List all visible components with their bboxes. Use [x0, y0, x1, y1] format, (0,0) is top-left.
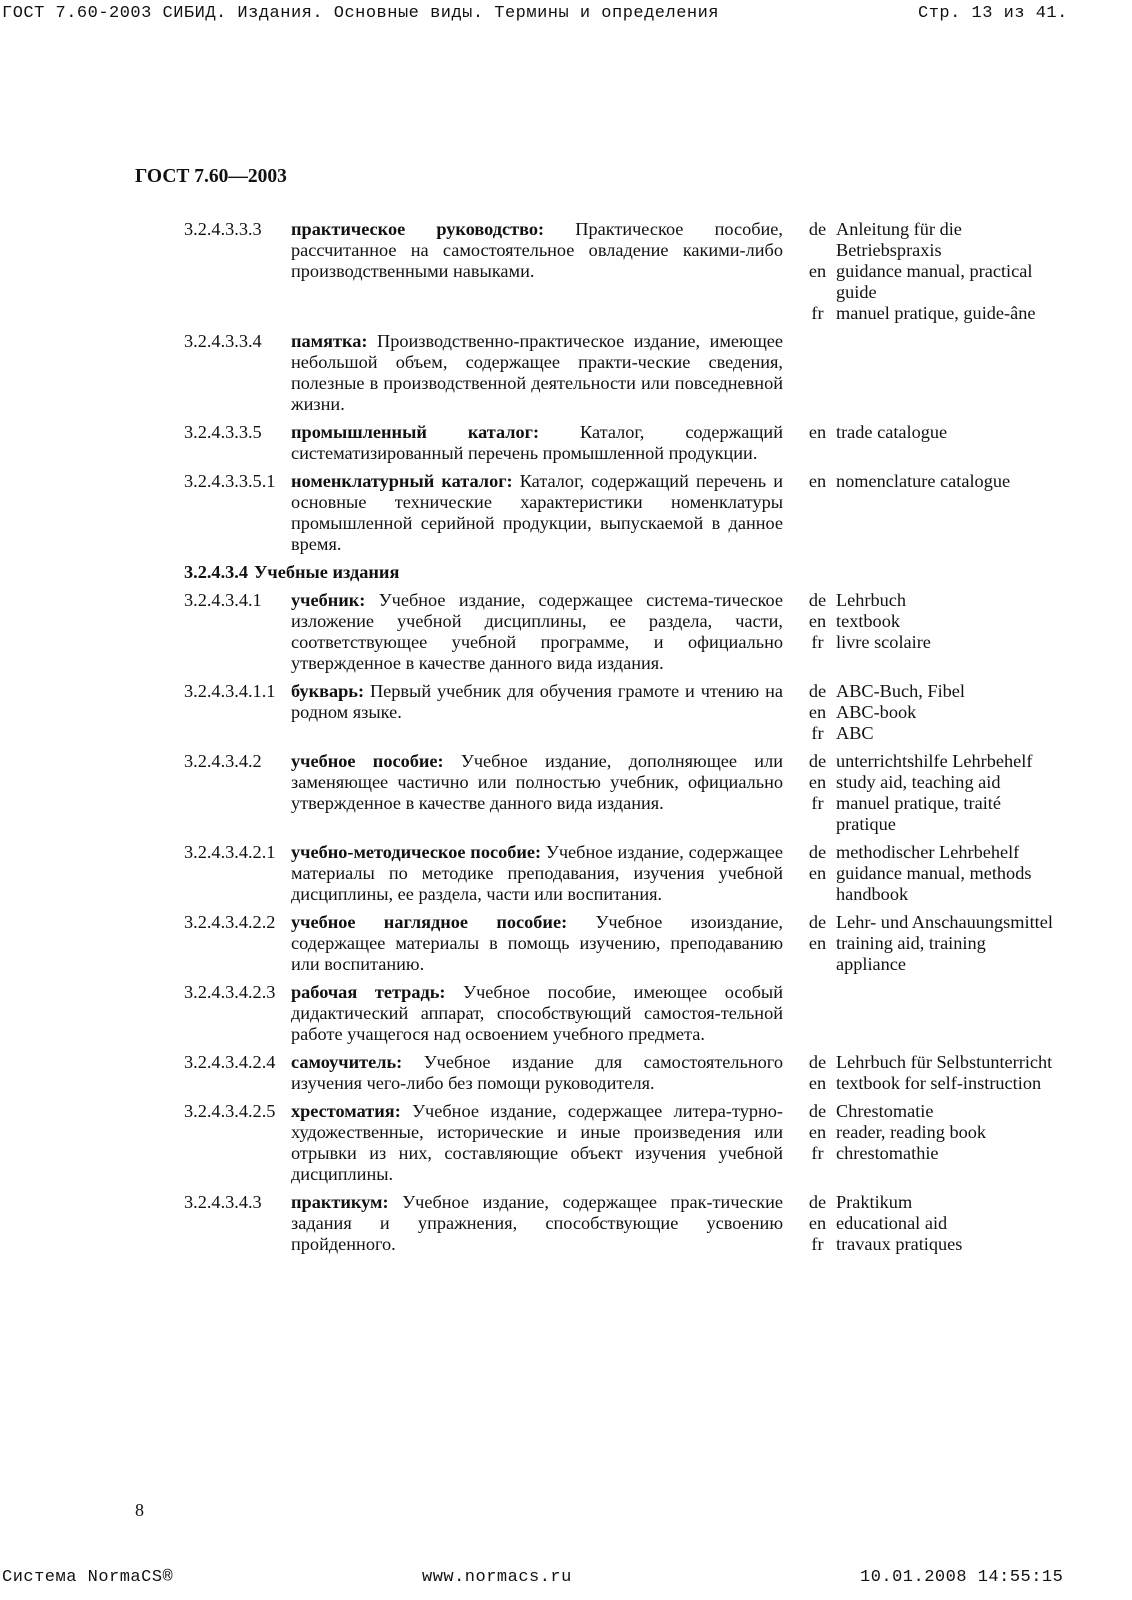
term-entry	[184, 982, 1084, 1045]
translation-term: trade catalogue	[836, 422, 948, 442]
language-code: en	[808, 1213, 827, 1233]
entry-translations	[799, 751, 1059, 835]
term-entry	[184, 1101, 1084, 1185]
translation-term: guidance manual, practical guide	[836, 261, 1033, 302]
language-code: de	[808, 681, 827, 701]
translation-term: chrestomathie	[836, 1143, 939, 1163]
translation-term: textbook	[836, 611, 900, 631]
entry-definition-text: Каталог, содержащий перечень и основные технические характеристики номенклатуры промышленной серийной продукции, выпускаемой в данное время.	[291, 471, 783, 554]
translation-row	[799, 471, 1059, 492]
section-heading	[184, 562, 1084, 583]
translation-term: reader, reading book	[836, 1122, 987, 1142]
language-code: fr	[811, 303, 824, 323]
entry-term: учебник:	[291, 590, 366, 610]
entry-definition-text: Учебное издание, содержащее прак-тические задания и упражнения, способствующие усвоению пройденного.	[291, 1192, 783, 1254]
entry-number: 3.2.4.3.3.5.1	[184, 471, 276, 491]
entry-term: номенклатурный каталог:	[291, 471, 513, 491]
entry-translations	[799, 681, 1059, 744]
entry-definition	[291, 590, 783, 674]
standard-title: ГОСТ 7.60—2003	[135, 166, 287, 187]
running-header-title: ГОСТ 7.60-2003 СИБИД. Издания. Основные виды. Термины и определения	[2, 4, 720, 23]
translation-term: ABC	[836, 723, 874, 743]
term-entry	[184, 912, 1084, 975]
page-number: 8	[135, 1500, 144, 1520]
term-entry	[184, 422, 1084, 464]
entry-number: 3.2.4.3.3.3	[184, 219, 262, 239]
footer-url[interactable]: www.normacs.ru	[422, 1568, 572, 1587]
translation-term: ABC-Buch, Fibel	[836, 681, 965, 701]
translation-row	[799, 611, 1059, 632]
entry-number: 3.2.4.3.4.1.1	[184, 681, 276, 701]
entry-number: 3.2.4.3.4.3	[184, 1192, 262, 1212]
entry-term: хрестоматия:	[291, 1101, 401, 1121]
language-code: fr	[811, 723, 824, 743]
term-entry	[184, 1052, 1084, 1094]
entry-number: 3.2.4.3.4.2.2	[184, 912, 276, 932]
entry-definition	[291, 1101, 783, 1185]
entry-term: практическое руководство:	[291, 219, 545, 239]
translation-row	[799, 1213, 1059, 1234]
section-number: 3.2.4.3.4	[184, 562, 248, 582]
entry-definition	[291, 422, 783, 464]
term-entry	[184, 1192, 1084, 1255]
footer-timestamp: 10.01.2008 14:55:15	[860, 1568, 1064, 1587]
entry-definition-text: Учебное издание, содержащее система-тическое изложение учебной дисциплины, ее раздела, части, соответствующее учебной программе, и официально утвержденное в качестве данного вида издания.	[291, 590, 783, 673]
language-code: fr	[811, 1143, 824, 1163]
term-entry	[184, 331, 1084, 415]
entry-definition-text: Каталог, содержащий систематизированный перечень промышленной продукции.	[291, 422, 783, 463]
translation-term: Lehrbuch für Selbstunterricht	[836, 1052, 1053, 1072]
entry-term: памятка:	[291, 331, 368, 351]
language-code: de	[808, 751, 827, 771]
running-header-page: Стр. 13 из 41.	[918, 4, 1068, 23]
entry-number: 3.2.4.3.4.2.5	[184, 1101, 276, 1121]
language-code: de	[808, 590, 827, 610]
entry-term: самоучитель:	[291, 1052, 403, 1072]
language-code: en	[808, 471, 827, 491]
entry-translations	[799, 982, 1059, 1045]
entry-translations	[799, 842, 1059, 905]
entry-term: рабочая тетрадь:	[291, 982, 446, 1002]
language-code: en	[808, 422, 827, 442]
entry-term: учебно-методическое пособие:	[291, 842, 542, 862]
translation-row	[799, 751, 1059, 772]
term-entry	[184, 471, 1084, 555]
entry-definition	[291, 982, 783, 1045]
entry-translations	[799, 219, 1059, 324]
footer-system: Система NormaCS®	[2, 1568, 174, 1587]
translation-row	[799, 422, 1059, 443]
translation-row	[799, 1122, 1059, 1143]
language-code: en	[808, 933, 827, 953]
entry-term: промышленный каталог:	[291, 422, 540, 442]
entry-definition	[291, 1192, 783, 1255]
entry-number: 3.2.4.3.4.2	[184, 751, 262, 771]
entry-translations	[799, 471, 1059, 555]
translation-term: Anleitung für die Betriebspraxis	[836, 219, 962, 260]
translation-row	[799, 1143, 1059, 1164]
translation-term: Praktikum	[836, 1192, 913, 1212]
entry-translations	[799, 331, 1059, 415]
entry-definition-text: Первый учебник для обучения грамоте и чтению на родном языке.	[291, 681, 783, 722]
language-code: de	[808, 842, 827, 862]
translation-row	[799, 912, 1059, 933]
translation-term: study aid, teaching aid	[836, 772, 1001, 792]
entry-term: букварь:	[291, 681, 365, 701]
language-code: de	[808, 1052, 827, 1072]
translation-row	[799, 1052, 1059, 1073]
translation-row	[799, 702, 1059, 723]
entry-translations	[799, 912, 1059, 975]
entry-definition	[291, 751, 783, 835]
translation-term: educational aid	[836, 1213, 948, 1233]
translation-term: ABC-book	[836, 702, 917, 722]
terms-list	[184, 219, 1084, 1262]
entry-definition-text: Учебное изоиздание, содержащее материалы в помощь изучению, преподаванию или воспитанию.	[291, 912, 783, 974]
translation-row	[799, 863, 1059, 905]
entry-definition	[291, 1052, 783, 1094]
entry-number: 3.2.4.3.4.2.3	[184, 982, 276, 1002]
entry-number: 3.2.4.3.3.4	[184, 331, 262, 351]
translation-term: livre scolaire	[836, 632, 931, 652]
translation-row	[799, 590, 1059, 611]
entry-translations	[799, 590, 1059, 674]
language-code: fr	[811, 793, 824, 813]
translation-term: manuel pratique, guide-âne	[836, 303, 1036, 323]
term-entry	[184, 219, 1084, 324]
term-entry	[184, 842, 1084, 905]
entry-definition	[291, 681, 783, 744]
entry-number: 3.2.4.3.4.1	[184, 590, 262, 610]
language-code: en	[808, 261, 827, 281]
language-code: en	[808, 1122, 827, 1142]
language-code: de	[808, 1101, 827, 1121]
entry-definition	[291, 912, 783, 975]
entry-definition-text: Учебное издание для самостоятельного изучения чего-либо без помощи руководителя.	[291, 1052, 783, 1093]
entry-definition-text: Производственно-практическое издание, имеющее небольшой объем, содержащее практи-ческие сведения, полезные в производственной деятельности или повседневной жизни.	[291, 331, 783, 414]
translation-term: travaux pratiques	[836, 1234, 963, 1254]
translation-row	[799, 1192, 1059, 1213]
translation-term: manuel pratique, traité pratique	[836, 793, 1001, 834]
language-code: de	[808, 219, 827, 239]
translation-term: nomenclature catalogue	[836, 471, 1011, 491]
entry-definition	[291, 842, 783, 905]
entry-definition-text: Учебное издание, содержащее материалы по методике преподавания, изучения учебной дисциплины, ее раздела, части или воспитания.	[291, 842, 783, 904]
entry-number: 3.2.4.3.4.2.1	[184, 842, 276, 862]
translation-row	[799, 1234, 1059, 1255]
translation-term: training aid, training appliance	[836, 933, 986, 974]
entry-definition-text: Учебное издание, содержащее литера-турно-художественные, исторические и иные произведения или отрывки из них, составляющие объект изучения учебной дисциплины.	[291, 1101, 783, 1184]
translation-term: methodischer Lehrbehelf	[836, 842, 1020, 862]
translation-row	[799, 303, 1059, 324]
entry-definition-text: Практическое пособие, рассчитанное на самостоятельное овладение какими-либо производственными навыками.	[291, 219, 783, 281]
entry-definition	[291, 471, 783, 555]
entry-translations	[799, 1101, 1059, 1185]
section-title: Учебные издания	[253, 562, 400, 582]
language-code: en	[808, 611, 827, 631]
entry-translations	[799, 1052, 1059, 1094]
entry-definition-text: Учебное издание, дополняющее или заменяющее частично или полностью учебник, официально утвержденное в качестве данного вида издания.	[291, 751, 783, 813]
language-code: en	[808, 702, 827, 722]
translation-term: Lehrbuch	[836, 590, 907, 610]
translation-term: guidance manual, methods handbook	[836, 863, 1032, 904]
translation-row	[799, 261, 1059, 303]
translation-row	[799, 1073, 1059, 1094]
entry-number: 3.2.4.3.4.2.4	[184, 1052, 276, 1072]
entry-number: 3.2.4.3.3.5	[184, 422, 262, 442]
entry-translations	[799, 422, 1059, 464]
entry-term: учебное пособие:	[291, 751, 444, 771]
language-code: en	[808, 863, 827, 883]
translation-row	[799, 793, 1059, 835]
term-entry	[184, 751, 1084, 835]
translation-row	[799, 219, 1059, 261]
translation-row	[799, 632, 1059, 653]
translation-row	[799, 723, 1059, 744]
translation-row	[799, 772, 1059, 793]
entry-term: учебное наглядное пособие:	[291, 912, 568, 932]
term-entry	[184, 590, 1084, 674]
term-entry	[184, 681, 1084, 744]
translation-term: Lehr- und Anschauungsmittel	[836, 912, 1053, 932]
translation-term: Chrestomatie	[836, 1101, 934, 1121]
language-code: en	[808, 1073, 827, 1093]
entry-definition-text: Учебное пособие, имеющее особый дидактический аппарат, способствующий самостоя-тельной работе учащегося над освоением учебного предмета.	[291, 982, 783, 1044]
entry-translations	[799, 1192, 1059, 1255]
translation-term: textbook for self-instruction	[836, 1073, 1042, 1093]
translation-row	[799, 681, 1059, 702]
translation-row	[799, 842, 1059, 863]
translation-row	[799, 1101, 1059, 1122]
language-code: de	[808, 912, 827, 932]
translation-term: unterrichtshilfe Lehrbehelf	[836, 751, 1033, 771]
entry-term: практикум:	[291, 1192, 389, 1212]
language-code: de	[808, 1192, 827, 1212]
language-code: fr	[811, 632, 824, 652]
language-code: fr	[811, 1234, 824, 1254]
translation-row	[799, 933, 1059, 975]
entry-definition	[291, 331, 783, 415]
language-code: en	[808, 772, 827, 792]
entry-definition	[291, 219, 783, 324]
